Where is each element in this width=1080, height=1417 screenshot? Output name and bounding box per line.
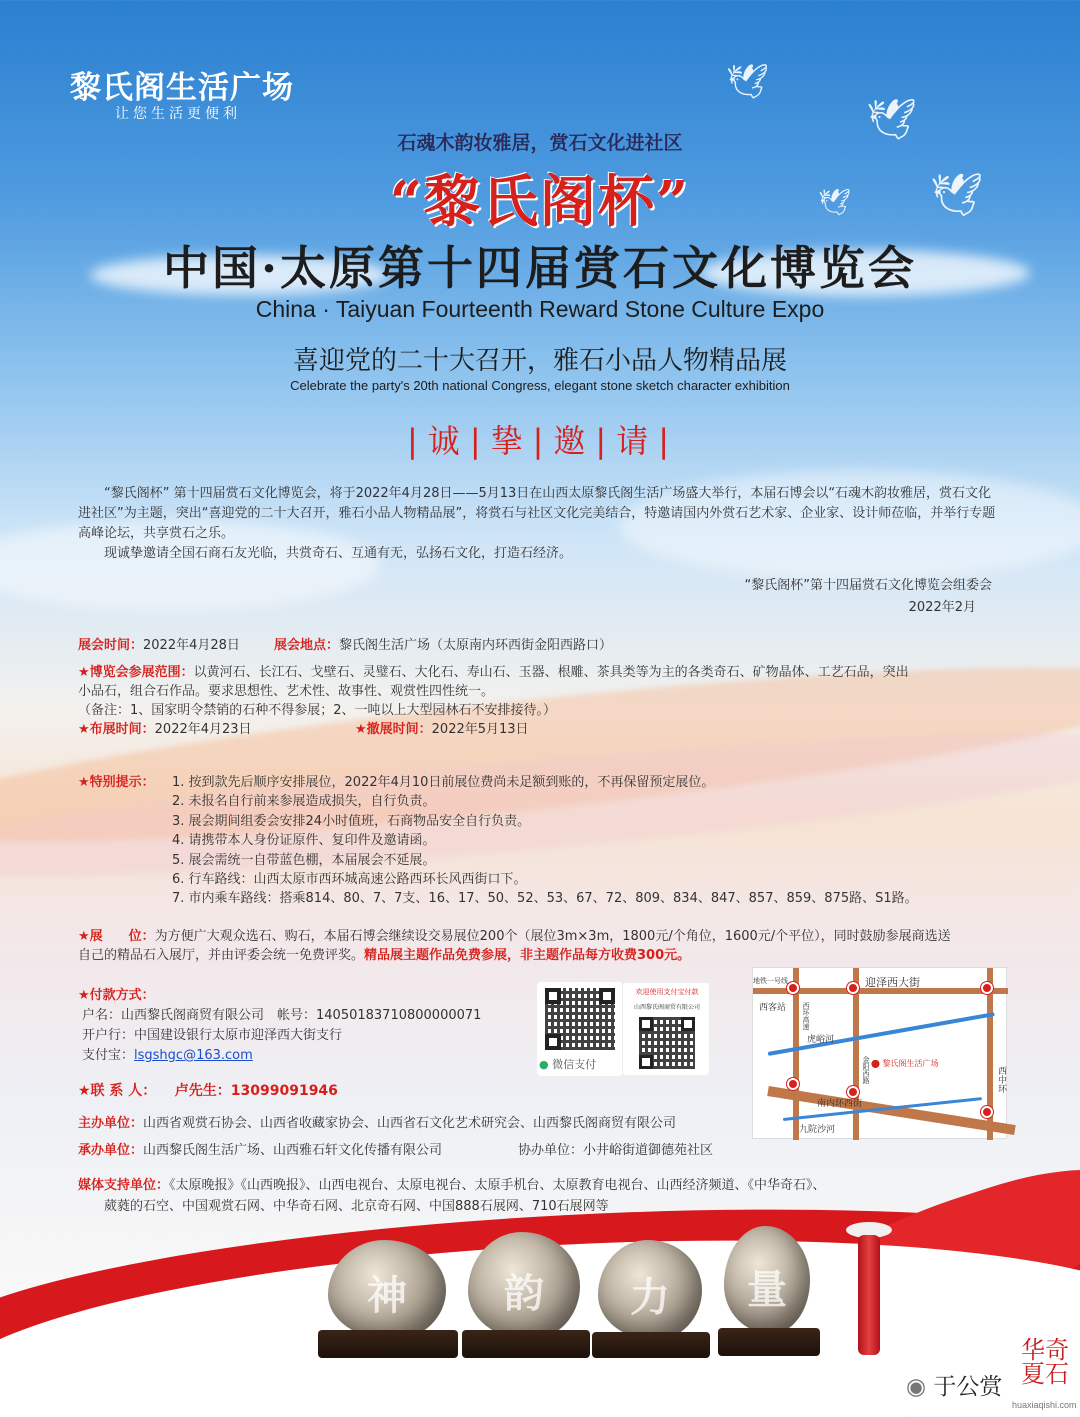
teardown-time bbox=[355, 720, 529, 739]
sub-title: 喜迎党的二十大召开，雅石小品人物精品展 bbox=[292, 346, 787, 376]
value: 以黄河石、长江石、戈壁石、灵璧石、大化石、寿山石、玉器、根雕、茶具类等为主的各类奇石、矿物晶体、工艺石品，突出 bbox=[193, 665, 909, 680]
map-label: 西环高速 bbox=[802, 1002, 810, 1030]
note: （备注：1、国家明令禁销的石种不得参展；2、一吨以上大型园林石不安排接待。） bbox=[78, 703, 557, 718]
intro-text bbox=[78, 484, 1003, 564]
value: 小品石，组合石作品。要求思想性、艺术性、故事性、观赏性四性统一。 bbox=[78, 684, 495, 699]
stone-stand bbox=[592, 1332, 710, 1358]
setup-time bbox=[78, 720, 252, 739]
map-label: 金阳西路 bbox=[862, 1056, 870, 1084]
alipay-qr-card bbox=[622, 982, 710, 1076]
pay-company: 山西黎氏阁商贸有限公司 bbox=[633, 1004, 700, 1011]
booth-info bbox=[78, 927, 1003, 965]
wechat-icon: ● bbox=[539, 1058, 549, 1071]
watermark-badge: 华奇夏石 bbox=[1021, 1336, 1069, 1388]
co-organizer bbox=[518, 1141, 713, 1160]
expo-scope bbox=[78, 663, 998, 720]
invitation-heading: | 诚 | 挚 | 邀 | 请 | bbox=[407, 422, 673, 460]
label: ★展 位： bbox=[78, 929, 155, 944]
label: 微信支付 bbox=[552, 1058, 597, 1071]
intro-paragraph: 现诚挚邀请全国石商石友光临，共赏奇石、互通有无，弘扬石文化，打造石经济。 bbox=[104, 546, 573, 561]
value: 2022年4月23日 bbox=[154, 722, 252, 737]
watermark-url: huaxiaqishi.com bbox=[1012, 1400, 1077, 1410]
stone-character: 神 bbox=[367, 1273, 407, 1319]
dove-icon: 🕊 bbox=[866, 97, 917, 143]
notes-label bbox=[78, 773, 155, 792]
huabiao-column-icon bbox=[858, 1235, 880, 1355]
stone-image bbox=[468, 1232, 580, 1340]
signature-date: 2022年2月 bbox=[908, 600, 976, 615]
value: 黎氏阁生活广场（太原南内环西街金阳西路口） bbox=[339, 638, 613, 653]
account-name: 于公赏 bbox=[933, 1374, 1003, 1400]
stone-character: 韵 bbox=[504, 1271, 544, 1317]
contact bbox=[78, 1082, 338, 1101]
map-pin-icon bbox=[787, 1078, 799, 1090]
label: 展会地点： bbox=[274, 638, 340, 653]
map-label: 迎泽西大街 bbox=[865, 976, 920, 989]
map-label: 地铁一号线 bbox=[753, 977, 788, 985]
expo-place bbox=[274, 636, 612, 655]
payment-info bbox=[78, 986, 481, 1066]
qr-finder bbox=[545, 988, 561, 1004]
wechat-qr-card bbox=[537, 982, 623, 1076]
wechat-watermark bbox=[906, 1368, 1002, 1401]
value: 山西黎氏阁生活广场、山西雅石轩文化传播有限公司 bbox=[143, 1143, 443, 1158]
value: 2022年5月13日 bbox=[431, 722, 529, 737]
pay-title: 欢迎使用支付宝付款 bbox=[635, 988, 699, 996]
wechat-icon: ◉ bbox=[906, 1374, 927, 1400]
dove-icon: 🕊 bbox=[726, 62, 770, 102]
wechat-pay bbox=[539, 1056, 623, 1072]
label: ★特别提示： bbox=[78, 775, 155, 790]
invite-char: 诚 bbox=[427, 422, 464, 460]
stone-image bbox=[328, 1240, 446, 1340]
contact-value: 卢先生：13099091946 bbox=[174, 1083, 338, 1099]
map-label: 九院沙河 bbox=[799, 1125, 836, 1135]
map-label: 西中环 bbox=[996, 1066, 1006, 1093]
value: 2022年4月28日 bbox=[143, 638, 240, 653]
english-title: China · Taiyuan Fourteenth Reward Stone Culture Expo bbox=[255, 296, 825, 322]
organizer-units bbox=[78, 1141, 442, 1160]
qr-finder bbox=[599, 988, 615, 1004]
bank: 开户行：中国建设银行太原市迎泽西大街支行 bbox=[82, 1028, 343, 1043]
brand-slogan: 让您生活更便利 bbox=[115, 106, 241, 122]
note-item: 1. 按到款先后顺序安排展位，2022年4月10日前展位费尚未足额到账的，不再保留预定展位。 bbox=[172, 775, 715, 790]
signature-organizer: “黎氏阁杯”第十四届赏石文化博览会组委会 bbox=[744, 578, 992, 593]
label: 支付宝： bbox=[82, 1048, 135, 1063]
brand-logo: 黎氏阁生活广场 bbox=[70, 70, 294, 106]
invite-char: 邀 bbox=[553, 422, 590, 460]
note-item: 7. 市内乘车路线：搭乘814、80、7、7支、16、17、50、52、53、67、72、809、834、847、857、859、875路、S1路。 bbox=[172, 891, 918, 907]
stone-image bbox=[598, 1240, 702, 1340]
map-label: 虎峪河 bbox=[807, 1035, 835, 1045]
map-label: 南内环西街 bbox=[817, 1099, 863, 1109]
qr-finder bbox=[545, 1034, 561, 1050]
stone-stand bbox=[462, 1330, 590, 1358]
stone-stand bbox=[318, 1330, 458, 1358]
dove-icon: 🕊 bbox=[818, 188, 852, 218]
main-title: 中国·太原第十四届赏石文化博览会 bbox=[162, 241, 917, 295]
note-item: 5. 展会需统一自带蓝色棚，本届展会不延展。 bbox=[172, 852, 436, 868]
stone-image bbox=[724, 1226, 810, 1334]
intro-paragraph: “黎氏阁杯” 第十四届赏石文化博览会，将于2022年4月28日——5月13日在山西太原黎氏阁生活广场盛大举行，本届石博会以“石魂木韵妆雅居，赏石文化进社区”为主题，突出“喜迎党的二十大召开，雅石小品人物精品展”，将赏石与社区文化完美结合，特邀请国内外赏石艺术家、企业家、设计师莅临，并举行专题高峰论坛，共享赏石之乐。 bbox=[78, 486, 996, 541]
qr-finder bbox=[639, 1017, 653, 1031]
stone-character: 力 bbox=[630, 1275, 670, 1321]
value: 小井峪街道御德苑社区 bbox=[583, 1143, 714, 1158]
highlight: 精品展主题作品免费参展，非主题作品每方收费300元。 bbox=[364, 948, 691, 963]
dove-icon: 🕊 bbox=[930, 170, 984, 219]
map-pin-icon bbox=[787, 982, 799, 994]
qr-finder bbox=[681, 1017, 695, 1031]
tagline: 石魂木韵妆雅居，赏石文化进社区 bbox=[397, 132, 683, 154]
label: ★博览会参展范围： bbox=[78, 665, 194, 680]
label: 协办单位： bbox=[518, 1143, 584, 1158]
note-item: 2. 未报名自行前来参展造成损失，自行负责。 bbox=[172, 794, 436, 810]
label: 承办单位： bbox=[78, 1143, 144, 1158]
label: 媒体支持单位： bbox=[78, 1178, 170, 1193]
label: 主办单位： bbox=[78, 1116, 144, 1131]
expo-time bbox=[78, 636, 240, 655]
map-pin-icon bbox=[981, 982, 993, 994]
value: 《太原晚报》《山西晚报》、山西电视台、太原电视台、太原手机台、太原教育电视台、山西经济频道、《中华奇石》、 bbox=[169, 1178, 826, 1193]
cup-title: “黎氏阁杯” bbox=[389, 169, 691, 235]
note-item: 6. 行车路线：山西太原市西环城高速公路西环长风西街口下。 bbox=[172, 872, 527, 888]
host-units bbox=[78, 1114, 676, 1133]
invite-char: 请 bbox=[616, 422, 653, 460]
special-notes bbox=[172, 773, 918, 909]
alipay-email-link[interactable]: lsgshgc@163.com bbox=[134, 1048, 253, 1063]
value: 葳蕤的石空、中国观赏石网、中华奇石网、北京奇石网、中国888石展网、710石展网等 bbox=[104, 1199, 609, 1214]
location-pin-icon: ⬤ bbox=[871, 1059, 880, 1068]
map-pin-icon bbox=[847, 982, 859, 994]
map-place-label: 黎氏阁生活广场 bbox=[882, 1059, 939, 1068]
stone-character: 量 bbox=[747, 1267, 787, 1313]
value: 为方便广大观众选石、购石，本届石博会继续设交易展位200个（展位3m×3m，1800元/个角位，1600元/个平位），同时鼓励参展商选送 bbox=[154, 929, 951, 944]
invite-char: 挚 bbox=[490, 422, 527, 460]
map-label: 西客站 bbox=[759, 1003, 787, 1013]
note-item: 3. 展会期间组委会安排24小时值班，石商物品安全自行负责。 bbox=[172, 813, 531, 829]
label: ★撤展时间： bbox=[355, 722, 432, 737]
account: 户名：山西黎氏阁商贸有限公司 帐号：14050183710800000071 bbox=[82, 1008, 482, 1023]
qr-finder bbox=[639, 1055, 653, 1069]
label: ★联 系 人： bbox=[78, 1083, 157, 1099]
location-map bbox=[752, 967, 1007, 1139]
label: ★付款方式： bbox=[78, 988, 155, 1003]
label: 展会时间： bbox=[78, 638, 144, 653]
value: 自己的精品石入展厅，并由评委会统一免费评奖。 bbox=[78, 948, 365, 963]
map-label bbox=[871, 1058, 939, 1069]
map-pin-icon bbox=[981, 1106, 993, 1118]
sub-title-english: Celebrate the party's 20th national Congress, elegant stone sketch character exhibition bbox=[290, 378, 790, 393]
note-item: 4. 请携带本人身份证原件、复印件及邀请函。 bbox=[172, 833, 436, 849]
stone-stand bbox=[718, 1328, 820, 1356]
alipay bbox=[78, 1046, 481, 1066]
label: ★布展时间： bbox=[78, 722, 155, 737]
value: 山西省观赏石协会、山西省收藏家协会、山西省石文化艺术研究会、山西黎氏阁商贸有限公司 bbox=[143, 1116, 677, 1131]
